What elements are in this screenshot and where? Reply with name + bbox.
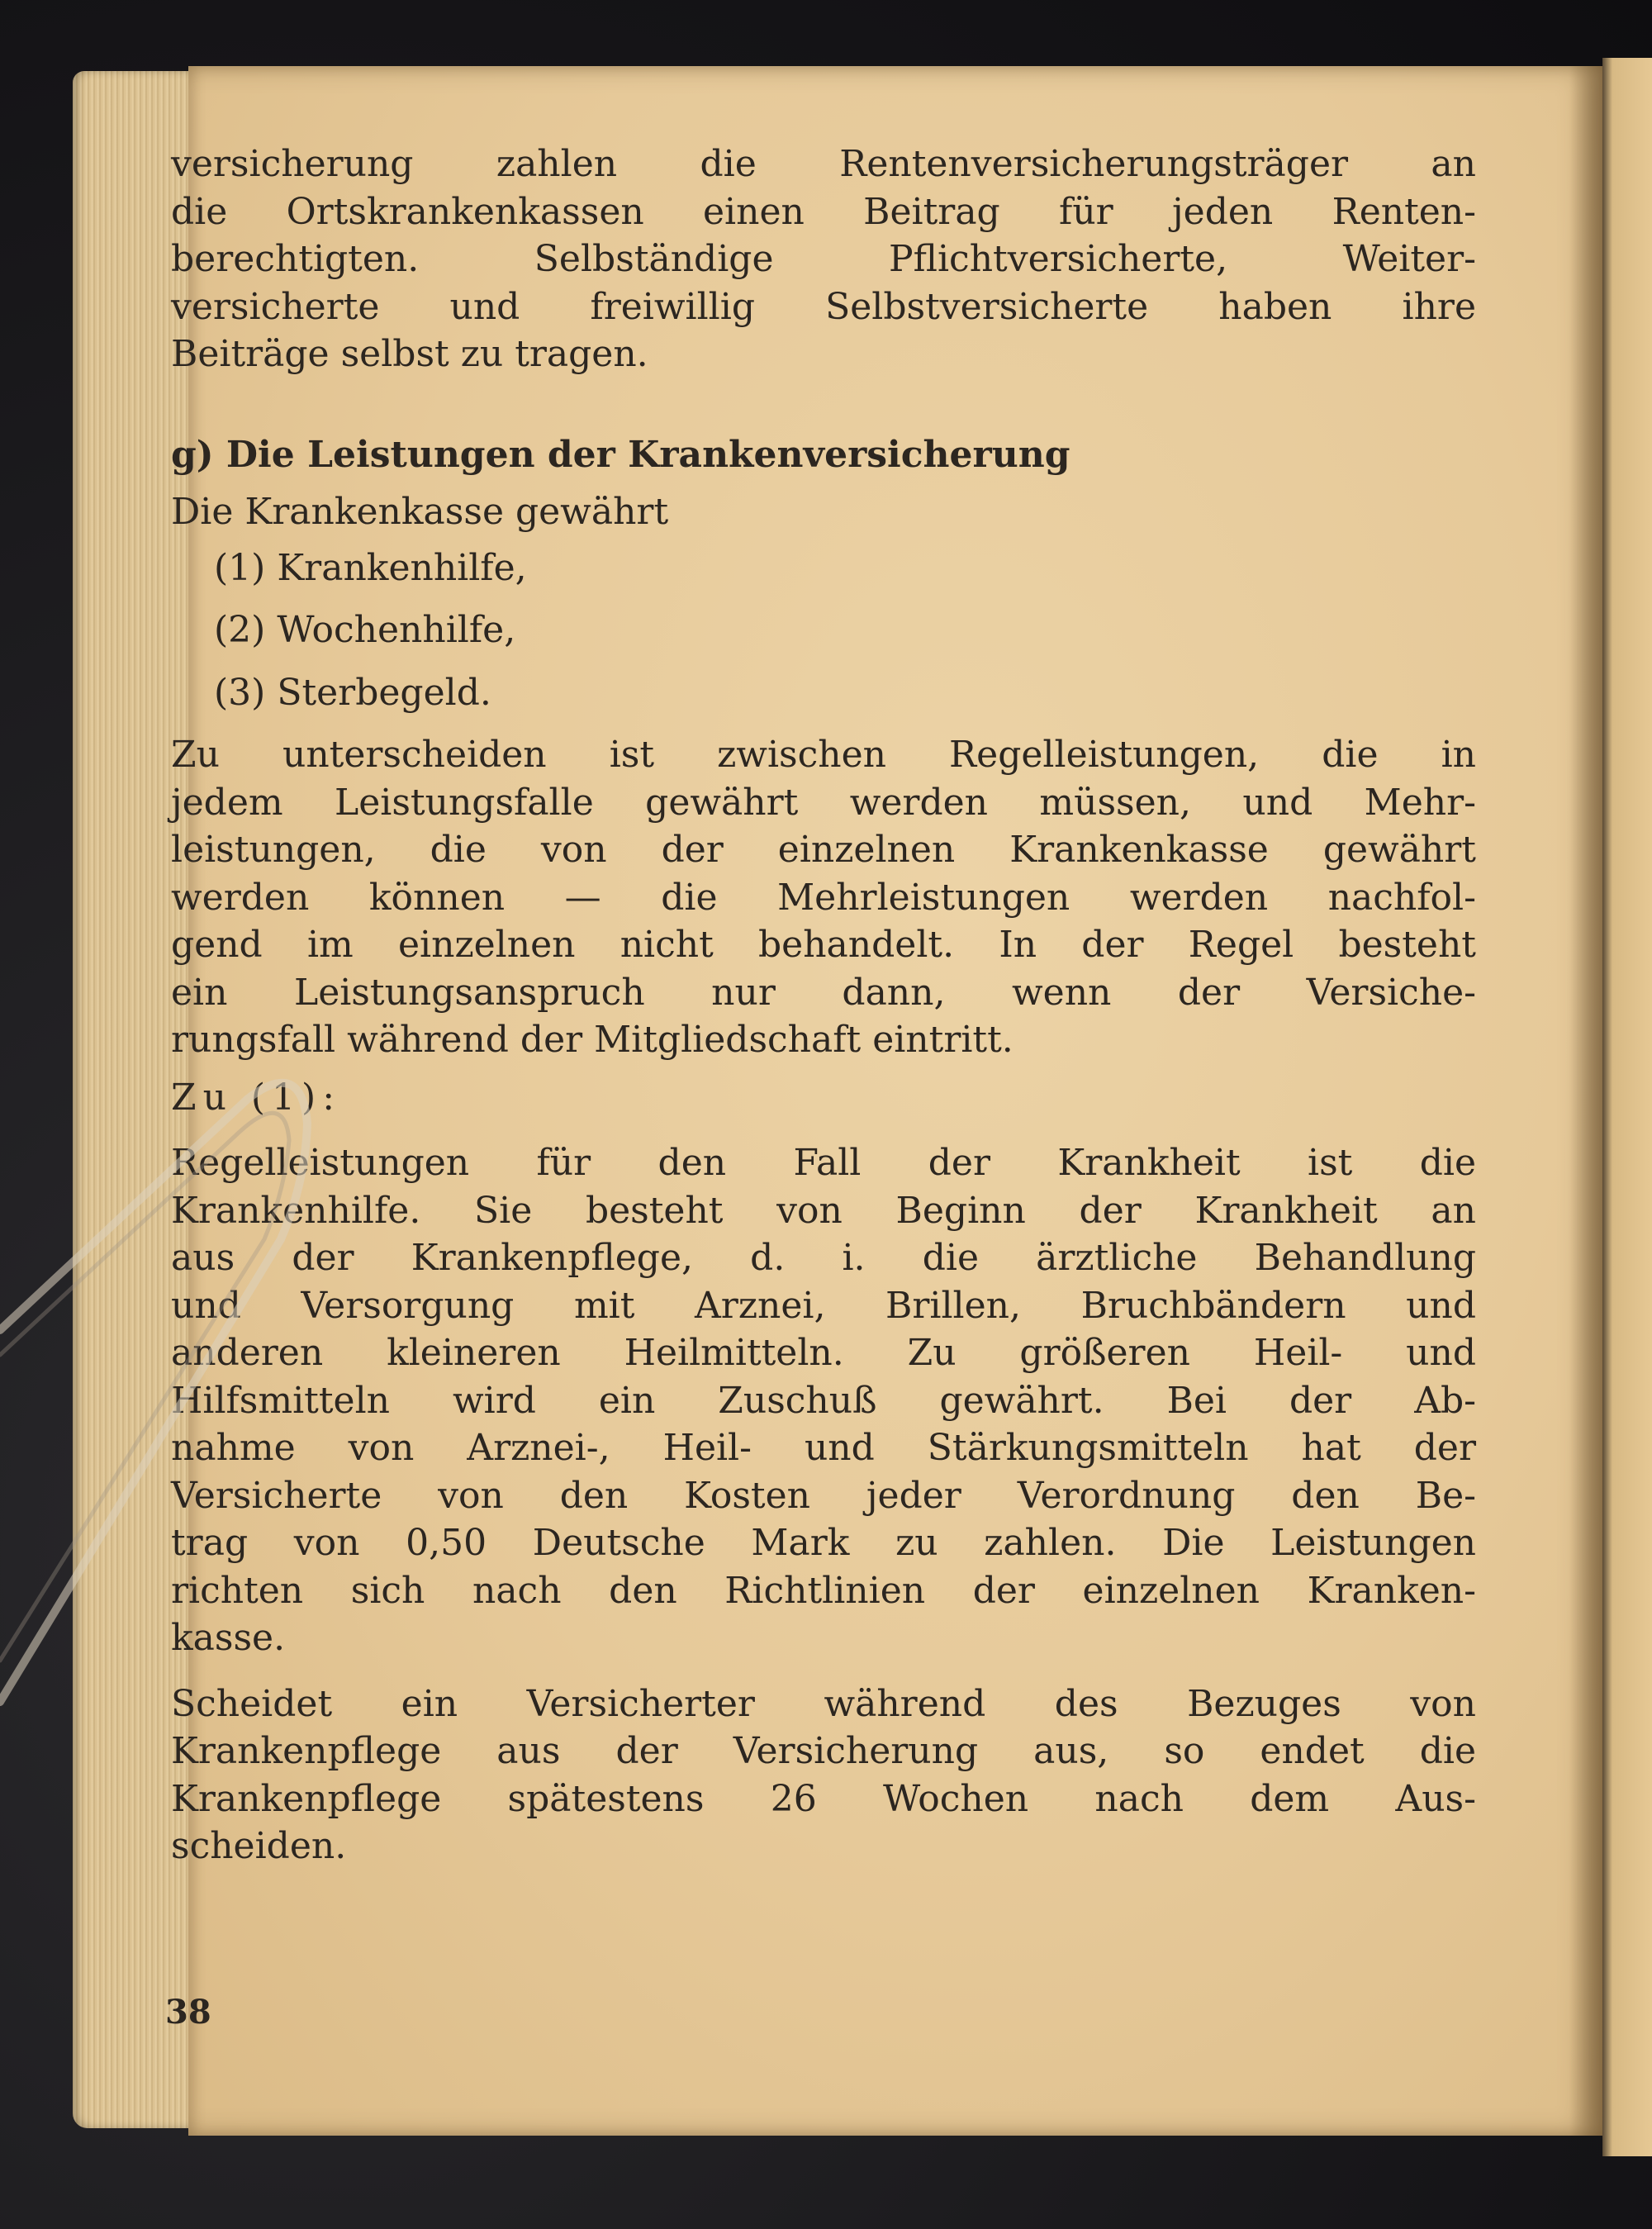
text-line: Hilfsmitteln wird ein Zuschuß gewährt. Bei der Ab- — [171, 1379, 1476, 1422]
intro-line: Die Krankenkasse gewährt — [171, 491, 669, 533]
text-line: jedem Leistungsfalle gewährt werden müssen, und Mehr- — [171, 781, 1476, 824]
text-line: versicherung zahlen die Rentenversicherungsträger an — [171, 143, 1476, 185]
subsection-label: Zu (1): — [171, 1076, 342, 1119]
section-heading: g) Die Leistungen der Krankenversicherung — [171, 433, 1070, 476]
text-line: anderen kleineren Heilmitteln. Zu größeren Heil- und — [171, 1332, 1476, 1374]
text-line: richten sich nach den Richtlinien der einzelnen Kranken- — [171, 1569, 1476, 1612]
text-line: Krankenpflege spätestens 26 Wochen nach dem Aus- — [171, 1777, 1476, 1820]
page-text — [171, 140, 1476, 1870]
paragraph-contributions — [171, 140, 1476, 378]
text-line: Scheidet ein Versicherter während des Bezuges von — [171, 1682, 1476, 1725]
text-line: aus der Krankenpflege, d. i. die ärztliche Behandlung — [171, 1237, 1476, 1279]
paragraph-regelleistungen — [171, 731, 1476, 1064]
text-line: berechtigten. Selbständige Pflichtversicherte, Weiter- — [171, 238, 1476, 280]
text-line: Versicherte von den Kosten jeder Verordnung den Be- — [171, 1474, 1476, 1517]
text-line: versicherte und freiwillig Selbstversicherte haben ihre — [171, 285, 1476, 328]
text-line: rungsfall während der Mitgliedschaft eintritt. — [171, 1019, 1014, 1061]
text-line: leistungen, die von der einzelnen Krankenkasse gewährt — [171, 829, 1476, 871]
text-line: Krankenpflege aus der Versicherung aus, so endet die — [171, 1730, 1476, 1772]
list-item: (3) Sterbegeld. — [214, 671, 491, 714]
benefits-list — [171, 544, 1476, 717]
text-line: Beiträge selbst zu tragen. — [171, 333, 648, 375]
list-item: (2) Wochenhilfe, — [214, 609, 516, 651]
paragraph-krankenhilfe — [171, 1139, 1476, 1662]
paragraph-ausscheiden — [171, 1680, 1476, 1870]
text-line: nahme von Arznei-, Heil- und Stärkungsmitteln hat der — [171, 1427, 1476, 1469]
text-line: werden können — die Mehrleistungen werden nachfol- — [171, 876, 1476, 919]
text-line: Krankenhilfe. Sie besteht von Beginn der Krankheit an — [171, 1189, 1476, 1232]
list-item: (1) Krankenhilfe, — [214, 546, 527, 589]
text-line: ein Leistungsanspruch nur dann, wenn der Versiche- — [171, 971, 1476, 1014]
text-line: und Versorgung mit Arznei, Brillen, Bruchbändern und — [171, 1284, 1476, 1327]
facing-page-edge — [1602, 58, 1652, 2156]
page-gutter-shadow — [1569, 66, 1602, 2136]
text-line: gend im einzelnen nicht behandelt. In der Regel besteht — [171, 924, 1476, 966]
text-line: trag von 0,50 Deutsche Mark zu zahlen. Die Leistungen — [171, 1522, 1476, 1564]
text-line: Zu unterscheiden ist zwischen Regelleistungen, die in — [171, 734, 1476, 776]
text-line: scheiden. — [171, 1825, 347, 1867]
page-number: 38 — [165, 1993, 211, 2032]
text-line: kasse. — [171, 1617, 286, 1659]
text-line: die Ortskrankenkassen einen Beitrag für jeden Renten- — [171, 190, 1476, 233]
text-line: Regelleistungen für den Fall der Krankheit ist die — [171, 1142, 1476, 1184]
